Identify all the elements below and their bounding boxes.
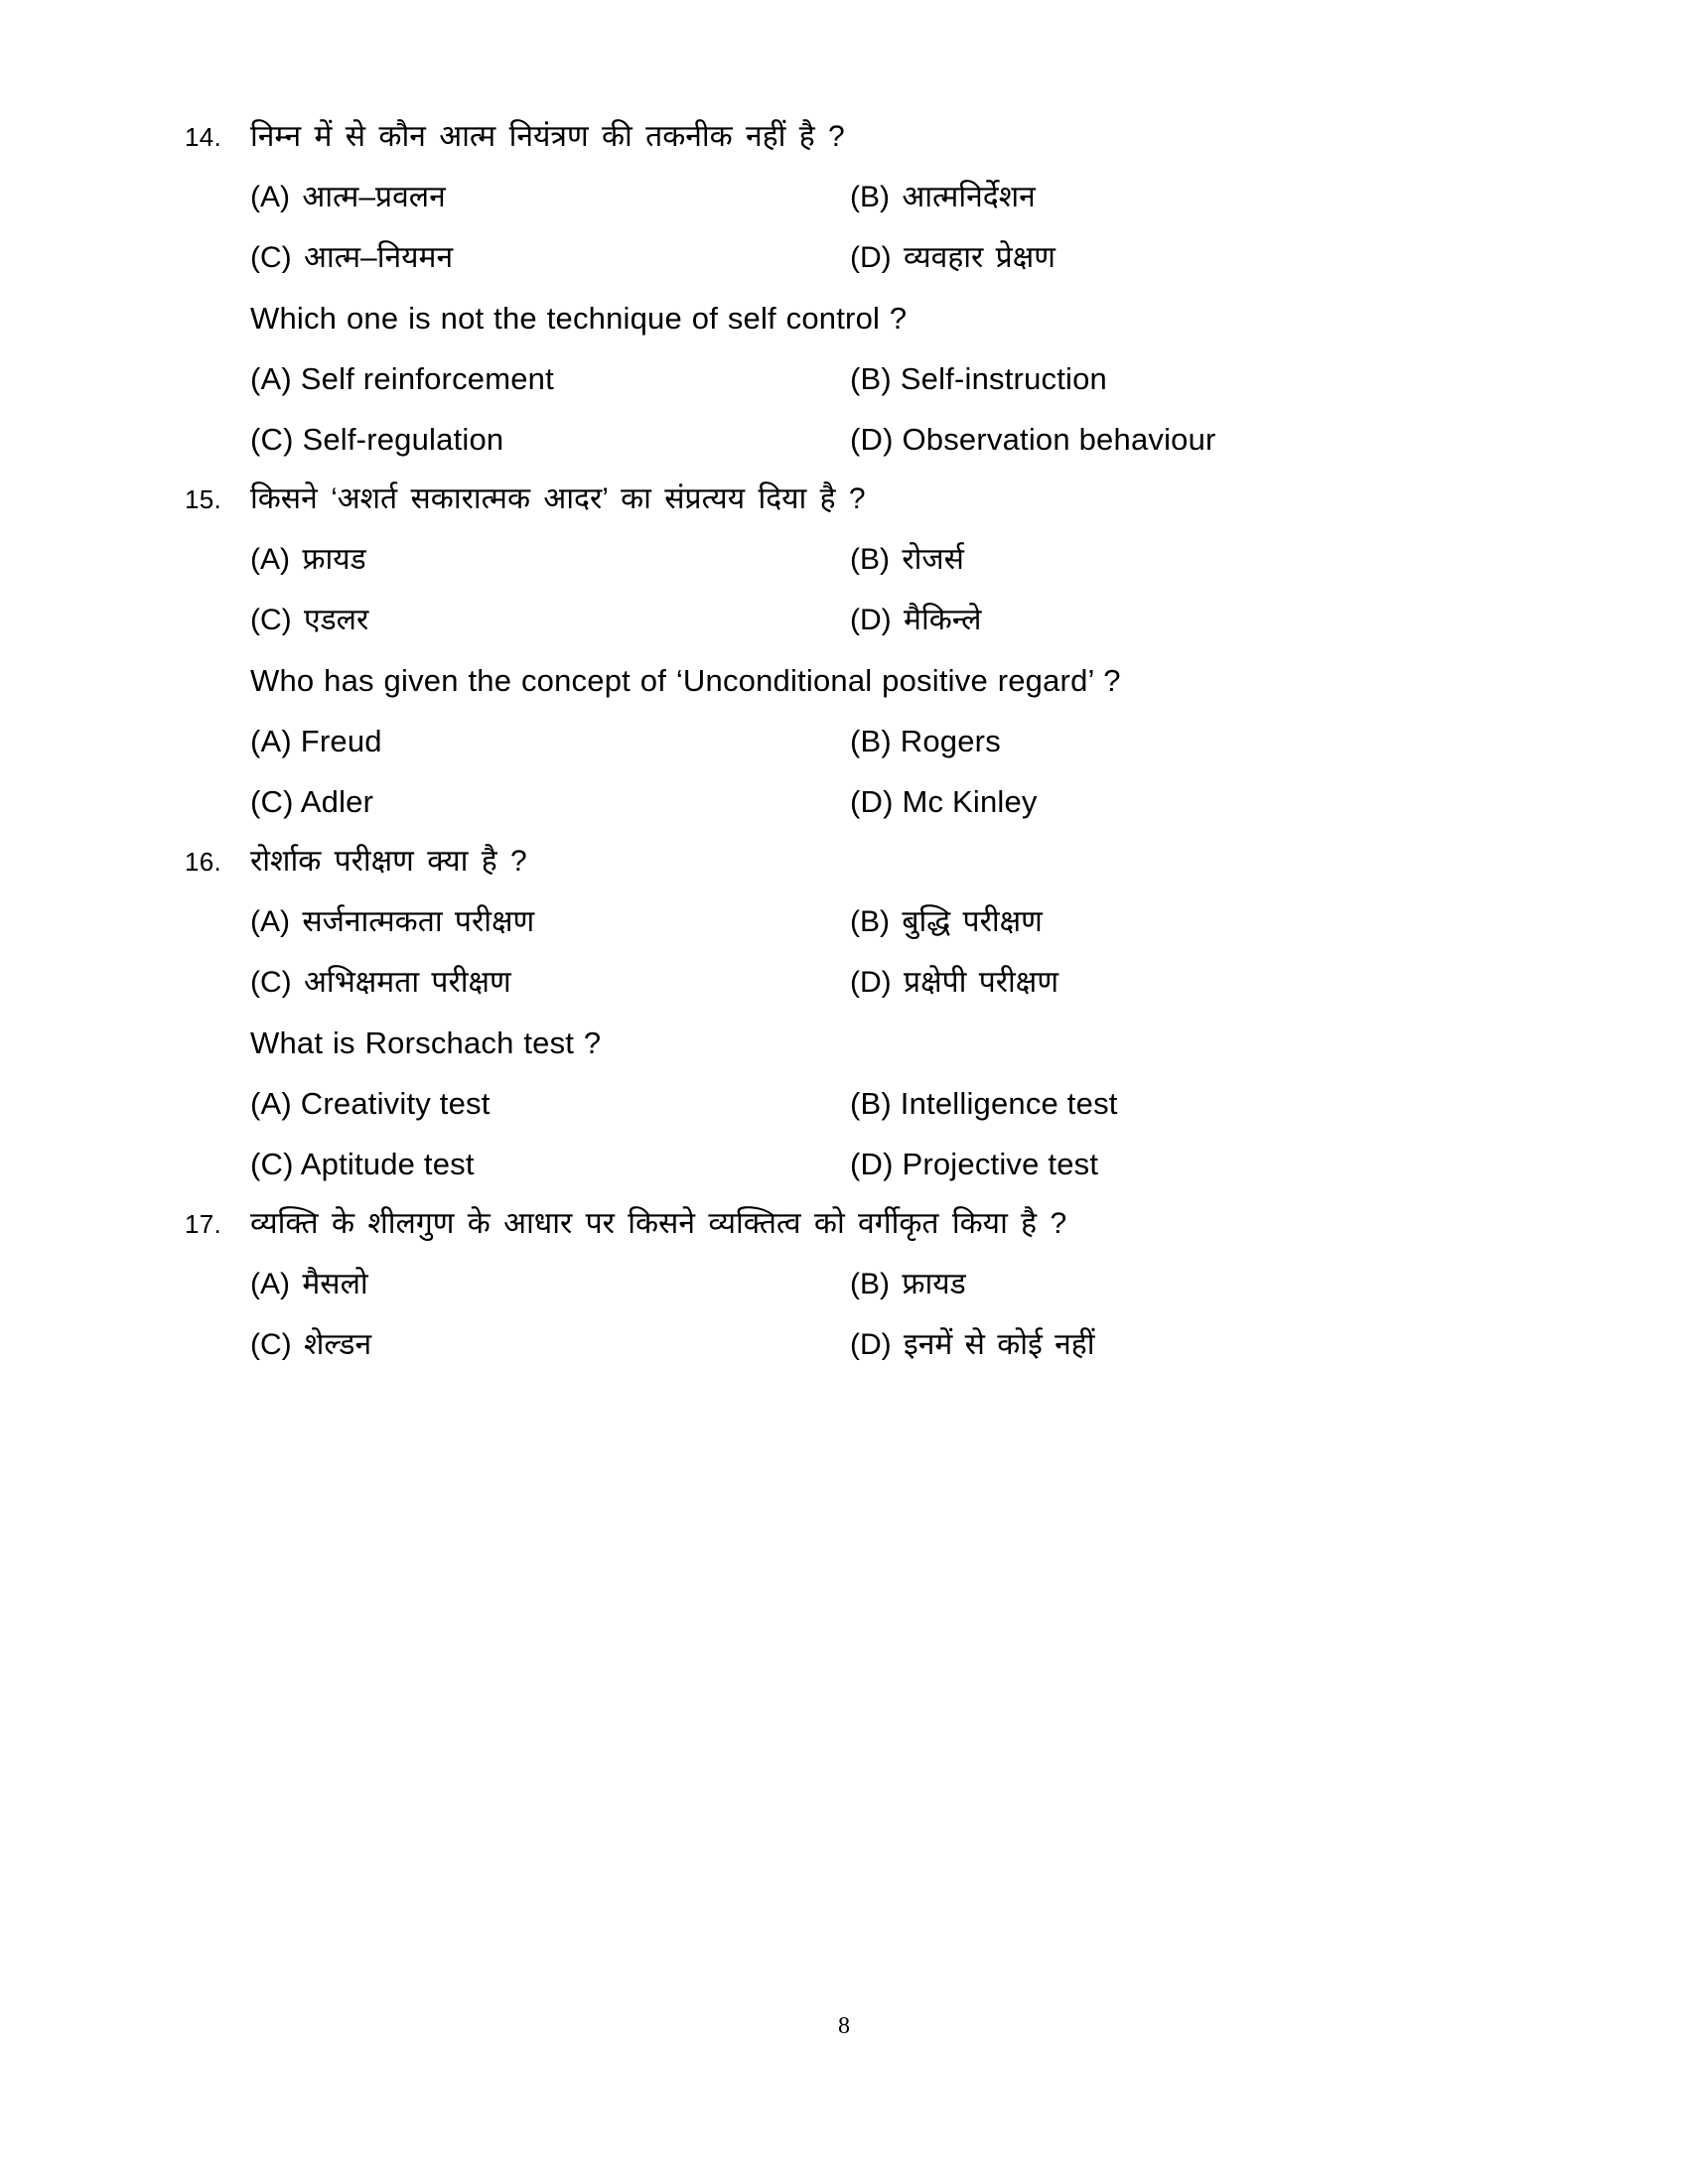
option-text-c: अभिक्षमता परीक्षण	[304, 966, 511, 999]
option-text-a: आत्म–प्रवलन	[302, 181, 446, 213]
option-text-a: फ्रायड	[302, 543, 366, 576]
option-english-15-a[interactable]	[250, 722, 850, 761]
options-hindi-15-row2	[185, 601, 1450, 640]
question-heading-english-14	[185, 299, 1450, 339]
option-text-a: मैसलो	[302, 1268, 368, 1300]
option-hindi-16-c[interactable]	[250, 963, 850, 1003]
option-label-c: (C)	[250, 422, 294, 457]
option-hindi-16-a[interactable]	[250, 902, 850, 942]
option-label-d: (D)	[850, 966, 892, 999]
option-text-b: Rogers	[900, 724, 1001, 758]
option-hindi-14-a[interactable]	[250, 178, 850, 217]
option-label-b: (B)	[850, 361, 892, 396]
option-label-c: (C)	[250, 604, 292, 636]
option-label-b: (B)	[850, 543, 890, 576]
option-english-16-d[interactable]	[850, 1145, 1450, 1184]
option-hindi-17-d[interactable]	[850, 1325, 1450, 1365]
question-number-15: 15.	[185, 484, 222, 514]
option-english-16-b[interactable]	[850, 1084, 1450, 1124]
option-label-a: (A)	[250, 181, 290, 213]
option-label-b: (B)	[850, 1268, 890, 1300]
option-hindi-17-c[interactable]	[250, 1325, 850, 1365]
option-hindi-17-b[interactable]	[850, 1265, 1450, 1304]
options-hindi-16	[185, 902, 1450, 942]
option-label-d: (D)	[850, 604, 892, 636]
option-english-15-d[interactable]	[850, 782, 1450, 822]
option-label-a: (A)	[250, 1268, 290, 1300]
option-text-c: एडलर	[304, 604, 369, 636]
question-number-17: 17.	[185, 1209, 222, 1239]
option-label-c: (C)	[250, 966, 292, 999]
options-english-14-row2	[185, 420, 1450, 460]
option-text-c: आत्म–नियमन	[304, 241, 454, 274]
options-hindi-17	[185, 1265, 1450, 1304]
question-number-14: 14.	[185, 122, 222, 152]
option-text-b: फ्रायड	[902, 1268, 966, 1300]
option-text-a: Self reinforcement	[300, 361, 554, 396]
option-label-a: (A)	[250, 905, 290, 938]
option-text-a: Creativity test	[300, 1086, 491, 1121]
option-label-b: (B)	[850, 724, 892, 758]
option-label-a: (A)	[250, 361, 292, 396]
option-text-d: प्रक्षेपी परीक्षण	[904, 966, 1059, 999]
question-text-english-14: Which one is not the technique of self control ?	[250, 301, 908, 336]
question-heading-14	[185, 117, 1450, 157]
option-english-14-a[interactable]	[250, 359, 850, 399]
option-text-c: Adler	[300, 784, 374, 819]
option-english-14-b[interactable]	[850, 359, 1450, 399]
option-label-c: (C)	[250, 784, 294, 819]
option-label-a: (A)	[250, 724, 292, 758]
option-label-b: (B)	[850, 1086, 892, 1121]
question-text-hindi-14: निम्न में से कौन आत्म नियंत्रण की तकनीक नहीं है ?	[250, 120, 845, 153]
option-hindi-14-c[interactable]	[250, 238, 850, 278]
option-text-d: Observation behaviour	[902, 422, 1216, 457]
question-block-17	[185, 1204, 1450, 1365]
option-label-c: (C)	[250, 1147, 294, 1181]
options-hindi-16-row2	[185, 963, 1450, 1003]
option-hindi-17-a[interactable]	[250, 1265, 850, 1304]
option-label-c: (C)	[250, 1328, 292, 1361]
option-english-16-c[interactable]	[250, 1145, 850, 1184]
option-hindi-14-d[interactable]	[850, 238, 1450, 278]
option-label-b: (B)	[850, 905, 890, 938]
option-text-d: मैकिन्ले	[904, 604, 982, 636]
option-text-b: Self-instruction	[900, 361, 1107, 396]
question-text-hindi-17: व्यक्ति के शीलगुण के आधार पर किसने व्यक्तित्व को वर्गीकृत किया है ?	[250, 1207, 1067, 1240]
option-hindi-15-a[interactable]	[250, 540, 850, 580]
options-english-15-row2	[185, 782, 1450, 822]
option-text-a: सर्जनात्मकता परीक्षण	[302, 905, 535, 938]
option-hindi-14-b[interactable]	[850, 178, 1450, 217]
option-label-b: (B)	[850, 181, 890, 213]
option-label-d: (D)	[850, 241, 892, 274]
option-text-d: इनमें से कोई नहीं	[904, 1328, 1095, 1361]
options-english-16	[185, 1084, 1450, 1124]
question-text-hindi-15: किसने ‘अशर्त सकारात्मक आदर’ का संप्रत्यय दिया है ?	[250, 482, 866, 515]
option-label-d: (D)	[850, 784, 894, 819]
option-hindi-15-b[interactable]	[850, 540, 1450, 580]
option-english-15-c[interactable]	[250, 782, 850, 822]
option-text-b: आत्मनिर्देशन	[902, 181, 1036, 213]
options-hindi-17-row2	[185, 1325, 1450, 1365]
option-label-a: (A)	[250, 1086, 292, 1121]
question-heading-16	[185, 842, 1450, 882]
option-english-14-c[interactable]	[250, 420, 850, 460]
options-hindi-14-row2	[185, 238, 1450, 278]
question-text-english-15: Who has given the concept of ‘Unconditional positive regard’ ?	[250, 663, 1121, 698]
question-heading-15	[185, 479, 1450, 519]
option-text-d: व्यवहार प्रेक्षण	[904, 241, 1055, 274]
question-heading-english-16	[185, 1024, 1450, 1063]
option-hindi-15-d[interactable]	[850, 601, 1450, 640]
question-text-hindi-16: रोर्शाक परीक्षण क्या है ?	[250, 845, 527, 878]
option-text-b: रोजर्स	[902, 543, 964, 576]
option-label-d: (D)	[850, 1147, 894, 1181]
option-label-d: (D)	[850, 422, 894, 457]
option-label-a: (A)	[250, 543, 290, 576]
options-english-15	[185, 722, 1450, 761]
option-label-c: (C)	[250, 241, 292, 274]
option-text-a: Freud	[300, 724, 382, 758]
options-hindi-15	[185, 540, 1450, 580]
question-text-english-16: What is Rorschach test ?	[250, 1025, 602, 1060]
question-block-15	[185, 479, 1450, 822]
question-block-16	[185, 842, 1450, 1184]
option-hindi-15-c[interactable]	[250, 601, 850, 640]
options-english-14	[185, 359, 1450, 399]
option-english-16-a[interactable]	[250, 1084, 850, 1124]
question-number-16: 16.	[185, 847, 222, 877]
option-hindi-16-d[interactable]	[850, 963, 1450, 1003]
option-text-d: Mc Kinley	[902, 784, 1038, 819]
question-heading-english-15	[185, 661, 1450, 701]
option-hindi-16-b[interactable]	[850, 902, 1450, 942]
page-number: 8	[838, 2013, 850, 2039]
option-text-d: Projective test	[902, 1147, 1099, 1181]
option-text-b: Intelligence test	[900, 1086, 1118, 1121]
options-hindi-14	[185, 178, 1450, 217]
question-heading-17	[185, 1204, 1450, 1244]
option-text-c: शेल्डन	[304, 1328, 372, 1361]
option-english-14-d[interactable]	[850, 420, 1450, 460]
question-block-14	[185, 117, 1450, 460]
option-text-c: Self-regulation	[302, 422, 504, 457]
option-text-b: बुद्धि परीक्षण	[902, 905, 1043, 938]
option-english-15-b[interactable]	[850, 722, 1450, 761]
option-label-d: (D)	[850, 1328, 892, 1361]
options-english-16-row2	[185, 1145, 1450, 1184]
option-text-c: Aptitude test	[300, 1147, 475, 1181]
